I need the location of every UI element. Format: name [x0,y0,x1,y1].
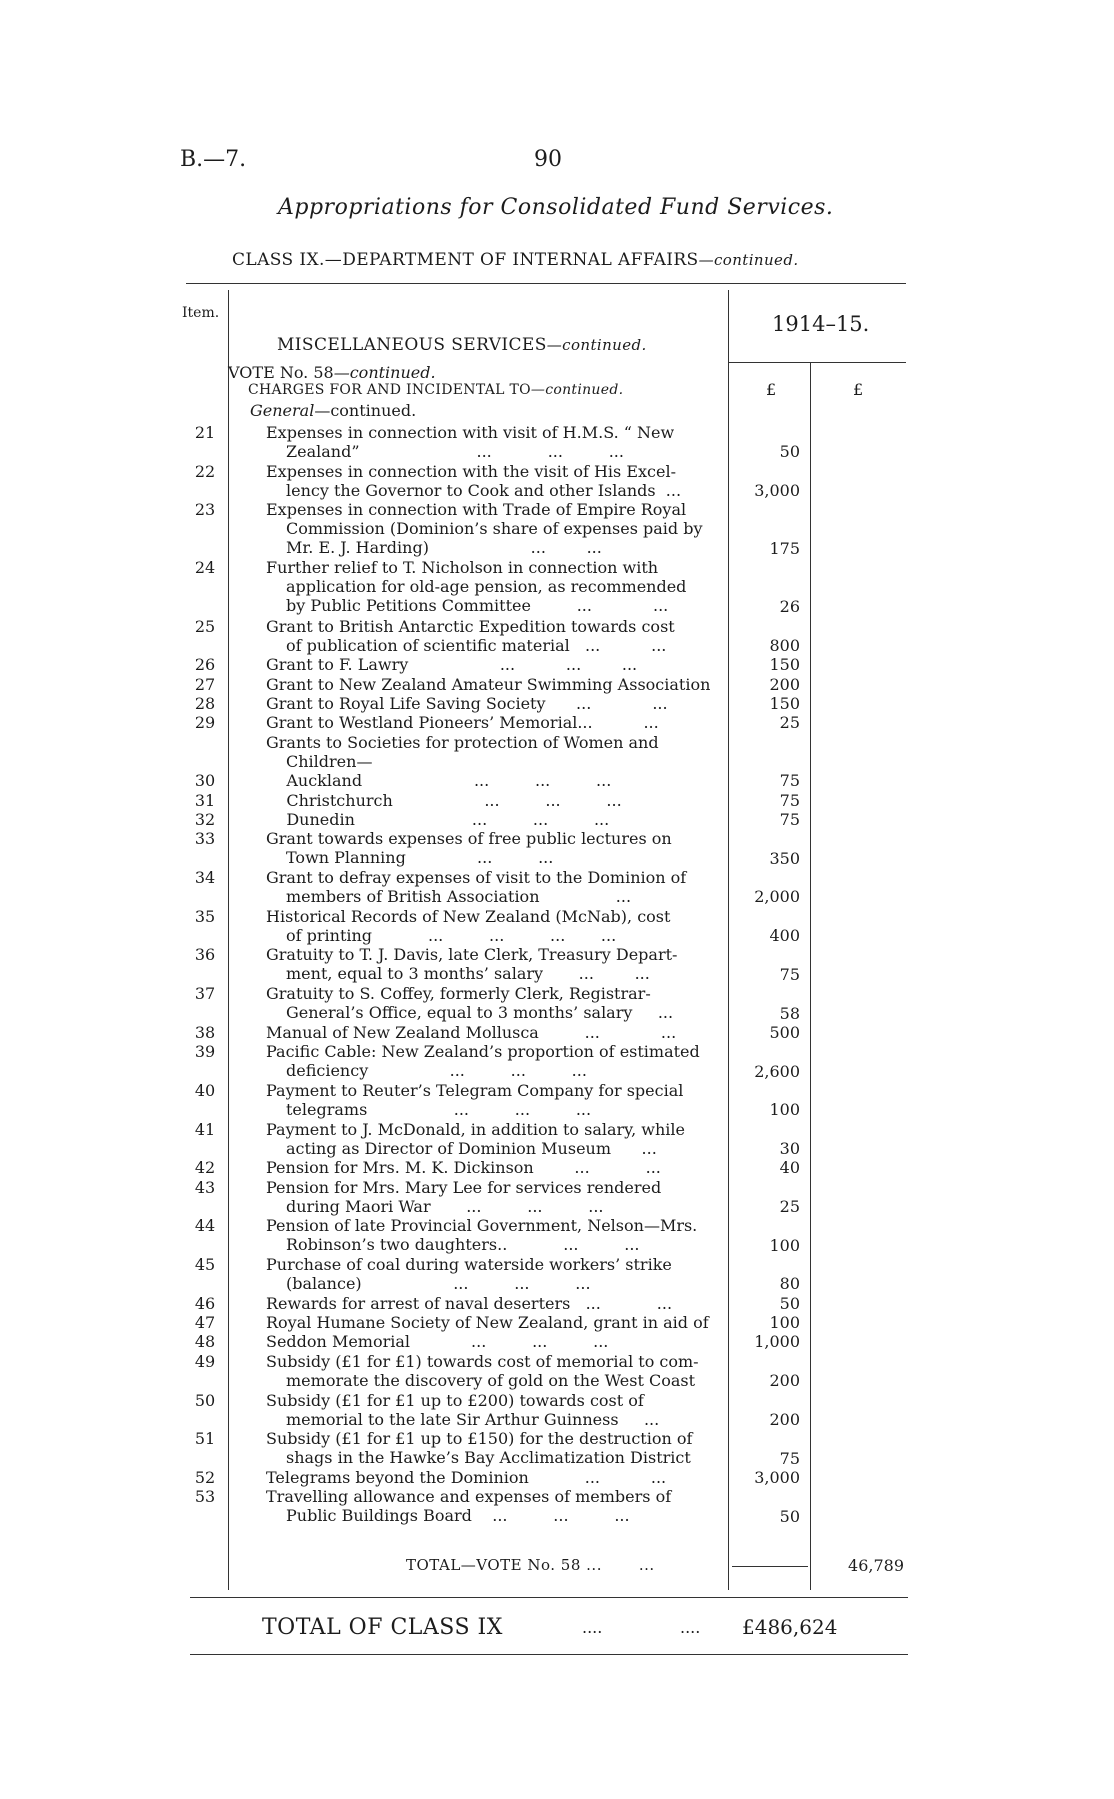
item-description [266,907,722,945]
item-description-line: Royal Humane Society of New Zealand, grant in aid of [266,1313,709,1333]
item-amount: 75 [779,810,800,829]
item-description-line: Seddon Memorial ... ... ... [266,1332,609,1352]
page-title: Appropriations for Consolidated Fund Services. [278,195,834,220]
class-heading-text: CLASS IX.—DEPARTMENT OF INTERNAL AFFAIRS [232,250,699,270]
item-description [266,733,722,771]
item-description-line: Pacific Cable: New Zealand’s proportion of estimated [266,1042,700,1062]
item-number: 38 [194,1022,216,1042]
item-description [266,694,722,713]
item-number: 26 [194,655,216,675]
item-number: 24 [194,558,216,578]
item-number: 34 [194,868,216,888]
class-total-leader-dots: .... [680,1618,701,1637]
item-description [266,945,722,983]
item-description-line: Grant to defray expenses of visit to the Dominion of [266,868,687,888]
item-amount: 40 [779,1158,800,1178]
item-description [266,771,722,790]
item-number: 42 [194,1158,216,1178]
top-divider [186,283,906,284]
item-column-header: Item. [182,305,220,321]
item-description [266,675,722,694]
item-description-line: Robinson’s two daughters.. ... ... [286,1235,640,1255]
item-description-line: (balance) ... ... ... [286,1274,591,1294]
item-description-line: Further relief to T. Nicholson in connection with [266,558,659,578]
item-description [266,791,722,810]
item-description-line: Grant towards expenses of free public lectures on [266,829,672,849]
year-column-header: 1914–15. [772,312,870,336]
item-number: 50 [194,1390,216,1410]
item-amount: 75 [779,790,800,810]
item-description [266,1294,722,1313]
item-description [266,423,722,461]
item-description [266,713,722,732]
item-description [266,829,722,867]
item-description-line: Grants to Societies for protection of Women and [266,732,659,752]
item-description [266,1042,722,1080]
class-total-bottom-rule [190,1654,908,1655]
item-number: 23 [194,500,216,520]
item-number: 35 [194,906,216,926]
item-description [266,1429,722,1467]
item-number: 21 [194,423,216,442]
item-description-line: Grant to New Zealand Amateur Swimming Association [266,674,711,694]
item-description [266,1023,722,1042]
currency-symbol-pounds-column: £ [853,380,864,399]
item-description-line: Zealand” ... ... ... [286,442,624,461]
item-amount: 26 [779,597,800,617]
item-description [266,1120,722,1158]
charges-heading-text: CHARGES FOR AND INCIDENTAL TO [248,382,531,398]
amount-column-rule [728,290,729,1590]
item-description-line: Grant to Westland Pioneers’ Memorial... ... [266,713,659,733]
item-description-line: Manual of New Zealand Mollusca ... ... [266,1022,677,1042]
class-total-top-rule [190,1597,908,1598]
section-heading-text: MISCELLANEOUS SERVICES [277,335,547,355]
charges-heading [248,382,623,398]
total-vote-amount: 46,789 [848,1556,904,1575]
item-description [266,655,722,674]
item-description-line: Expenses in connection with the visit of His Excel- [266,461,676,481]
item-description [266,1081,722,1119]
item-number: 36 [194,945,216,965]
item-amount: 200 [769,1371,800,1391]
item-number: 48 [194,1332,216,1352]
item-amount: 50 [779,1293,800,1313]
item-description-line: members of British Association ... [286,887,632,907]
item-number: 40 [194,1080,216,1100]
vote-heading-continued: —continued. [333,363,436,382]
item-amount: 150 [769,693,800,713]
item-description [266,1391,722,1429]
item-description-line: memorate the discovery of gold on the West Coast [286,1370,696,1390]
item-amount: 2,000 [754,887,800,907]
general-heading [250,401,416,420]
class-total-label: TOTAL OF CLASS IX [262,1615,503,1640]
class-total-leader-dots: .... [582,1618,603,1637]
item-number: 51 [194,1429,216,1449]
item-amount: 50 [779,1506,800,1526]
item-description-line: shags in the Hawke’s Bay Acclimatization District [286,1448,691,1468]
item-description-line: Purchase of coal during waterside workers’ strike [266,1255,672,1275]
item-description-line: ment, equal to 3 months’ salary ... ... [286,964,650,984]
item-number: 47 [194,1313,216,1333]
item-amount: 1,000 [754,1332,800,1352]
item-description-line: Public Buildings Board ... ... ... [286,1506,630,1526]
item-number: 31 [194,790,216,810]
item-description-line: Grant to F. Lawry ... ... ... [266,655,638,675]
item-description-line: acting as Director of Dominion Museum ... [286,1138,657,1158]
item-description [266,617,722,655]
currency-symbol-shillings-column: £ [766,380,777,399]
item-description-line: telegrams ... ... ... [286,1099,592,1119]
item-description [266,558,722,615]
item-amount: 25 [779,1197,800,1216]
item-description-line: Payment to Reuter’s Telegram Company for special [266,1080,684,1100]
item-number: 43 [194,1177,216,1197]
item-description-line: Expenses in connection with visit of H.M.S. “ New [266,423,675,442]
item-number: 29 [194,713,216,733]
item-description [266,1158,722,1177]
item-description-line: of publication of scientific material ... ... [286,635,667,655]
item-amount: 100 [769,1235,800,1255]
item-number: 28 [194,693,216,713]
document-reference: B.—7. [180,147,247,172]
item-description-line: Gratuity to T. J. Davis, late Clerk, Treasury Depart- [266,945,678,965]
item-number: 30 [194,771,216,791]
item-number: 52 [194,1467,216,1487]
item-description-line: memorial to the late Sir Arthur Guinness ... [286,1409,660,1429]
item-description-line: Children— [286,751,373,771]
total-vote-rule [732,1566,808,1567]
item-description-line: Pension for Mrs. M. K. Dickinson ... ... [266,1158,661,1178]
item-description-line: Commission (Dominion’s share of expenses paid by [286,519,703,539]
item-description [266,1332,722,1351]
item-description-line: Rewards for arrest of naval deserters ... ... [266,1293,673,1313]
item-amount: 100 [769,1313,800,1333]
class-total-amount: £486,624 [742,1615,838,1639]
item-description [266,1216,722,1254]
class-heading-continued: —continued. [698,251,799,269]
item-description-line: General’s Office, equal to 3 months’ salary ... [286,1003,674,1023]
item-amount: 80 [779,1274,800,1294]
item-description-line: Grant to Royal Life Saving Society ... ... [266,693,668,713]
section-heading [277,335,647,355]
item-description-line: Travelling allowance and expenses of members of [266,1487,672,1507]
item-description-line: Gratuity to S. Coffey, formerly Clerk, Registrar- [266,984,651,1004]
item-amount: 2,600 [754,1061,800,1081]
item-description-line: during Maori War ... ... ... [286,1196,604,1216]
year-underline [728,362,906,363]
item-description-line: Historical Records of New Zealand (McNab), cost [266,906,671,926]
item-number: 53 [194,1487,216,1507]
item-amount: 75 [779,1448,800,1468]
item-amount: 100 [769,1100,800,1120]
item-description-line: Town Planning ... ... [286,848,554,868]
item-number: 46 [194,1293,216,1313]
item-description-line: lency the Governor to Cook and other Islands ... [286,480,682,500]
item-amount: 75 [779,964,800,984]
item-amount: 350 [769,848,800,868]
item-amount: 500 [769,1022,800,1042]
item-number: 32 [194,810,216,829]
item-description-line: Dunedin ... ... ... [266,810,610,829]
item-description [266,1487,722,1525]
item-description [266,810,722,829]
item-amount: 200 [769,674,800,694]
item-description [266,1468,722,1487]
item-description [266,462,722,500]
item-description-line: application for old-age pension, as recommended [286,577,687,597]
item-description-line: Auckland ... ... ... [266,771,612,791]
item-number: 41 [194,1119,216,1139]
item-number: 27 [194,674,216,694]
item-amount: 25 [779,713,800,733]
item-description-line: Telegrams beyond the Dominion ... ... [266,1467,667,1487]
vote-heading [228,363,436,382]
item-description-line: deficiency ... ... ... [286,1061,587,1081]
item-description-line: Christchurch ... ... ... [266,790,622,810]
item-amount: 175 [769,539,800,559]
item-amount: 800 [769,635,800,655]
item-number: 22 [194,461,216,481]
item-description-line: Payment to J. McDonald, in addition to salary, while [266,1119,685,1139]
item-description [266,1313,722,1332]
item-description [266,500,722,557]
item-description-line: Expenses in connection with Trade of Empire Royal [266,500,687,520]
charges-heading-continued: —continued. [530,382,624,398]
item-amount: 400 [769,926,800,946]
section-heading-continued: —continued. [546,336,647,354]
item-amount: 75 [779,771,800,791]
item-number: 33 [194,829,216,849]
item-amount: 58 [779,1003,800,1023]
item-number: 39 [194,1042,216,1062]
item-description-line: Pension for Mrs. Mary Lee for services rendered [266,1177,662,1197]
item-description-line: Mr. E. J. Harding) ... ... [286,538,602,558]
general-heading-text: General [250,401,315,420]
item-description-line: Pension of late Provincial Government, Nelson—Mrs. [266,1216,698,1236]
item-number: 49 [194,1351,216,1371]
item-description-line: of printing ... ... ... ... [286,925,617,945]
item-description-line: Subsidy (£1 for £1 up to £200) towards cost of [266,1390,644,1410]
class-heading [232,250,799,270]
item-amount: 3,000 [754,1467,800,1487]
total-vote-label: TOTAL—VOTE No. 58 ... ... [406,1556,655,1574]
item-number: 45 [194,1255,216,1275]
item-description-line: Subsidy (£1 for £1 up to £150) for the destruction of [266,1429,693,1449]
item-amount: 50 [779,442,800,462]
item-description [266,1178,722,1216]
item-amount: 30 [779,1138,800,1158]
item-amount: 3,000 [754,481,800,501]
item-amount: 200 [769,1409,800,1429]
item-description [266,1255,722,1293]
item-description [266,868,722,906]
item-description-line: Subsidy (£1 for £1) towards cost of memorial to com- [266,1351,699,1371]
page-number: 90 [534,147,562,172]
vote-heading-text: VOTE No. 58 [228,363,334,382]
item-description-line: Grant to British Antarctic Expedition towards cost [266,616,675,636]
pounds-column-rule [810,362,811,1590]
general-heading-continued: —continued. [314,401,417,420]
item-description-line: by Public Petitions Committee ... ... [286,596,669,616]
item-number: 37 [194,984,216,1004]
item-number: 25 [194,616,216,636]
item-description [266,1352,722,1390]
item-description [266,984,722,1022]
item-number: 44 [194,1216,216,1236]
item-amount: 150 [769,655,800,675]
item-column-rule [228,290,229,1590]
